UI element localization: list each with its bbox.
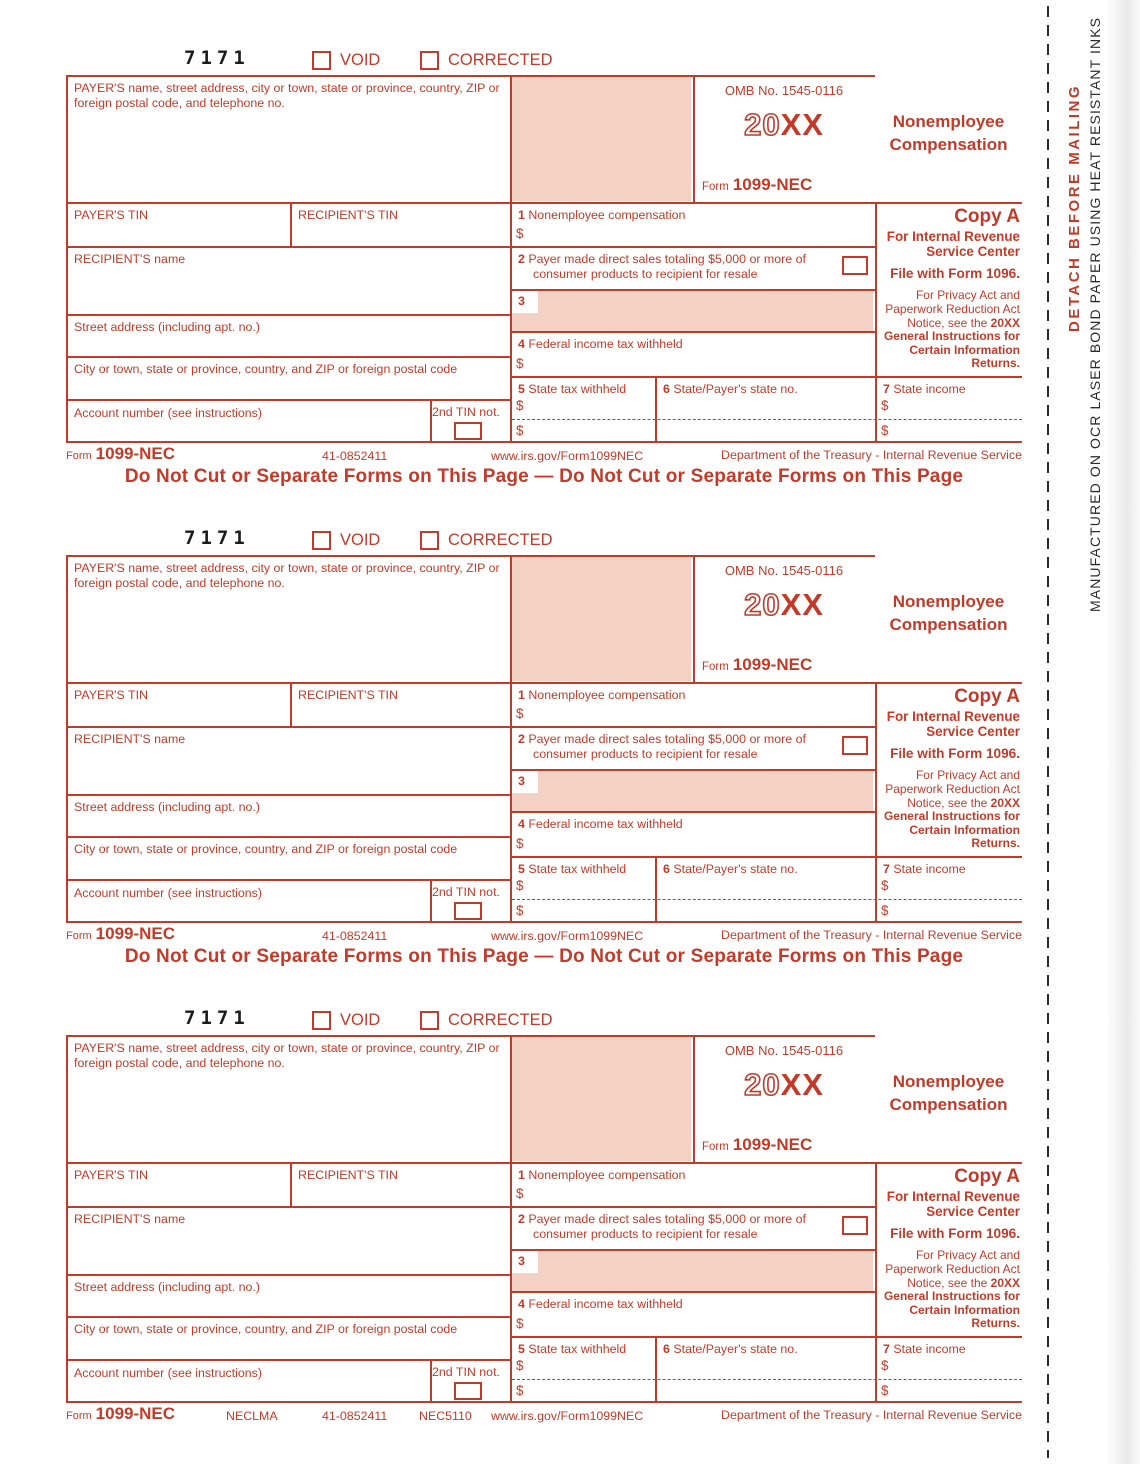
void-checkbox[interactable] <box>312 1011 331 1030</box>
tax-year-outline: 20 <box>744 1067 781 1102</box>
tax-year <box>693 107 875 143</box>
box5-dollar-2: $ <box>516 903 524 918</box>
grid-line <box>66 879 512 881</box>
box4-dollar: $ <box>516 836 524 851</box>
box2-checkbox[interactable] <box>842 256 868 275</box>
footer-cat-no: 41-0852411 <box>322 1409 388 1423</box>
box7-dollar-1: $ <box>881 878 889 893</box>
form-1099nec-copy-a <box>66 1007 1022 1425</box>
second-tin-label: 2nd TIN not. <box>432 405 500 419</box>
form-head-row <box>66 47 1022 75</box>
corrected-label: CORRECTED <box>448 51 553 69</box>
box5-label: 5 State tax withheld <box>518 862 627 876</box>
tax-year-outline: 20 <box>744 107 781 142</box>
grid-line <box>66 682 1022 684</box>
grid-line <box>66 1035 68 1403</box>
grid-line <box>510 75 512 443</box>
footer-form-number <box>66 444 175 464</box>
form-number: 1099-NEC <box>732 655 813 674</box>
do-not-cut-line: Do Not Cut or Separate Forms on This Page — Do Not Cut or Separate Forms on This Page <box>124 946 964 967</box>
file-with-label: File with Form 1096. <box>890 746 1020 762</box>
form-grid <box>66 75 1022 443</box>
manufactured-note-text: MANUFACTURED ON OCR LASER BOND PAPER USING HEAT RESISTANT INKS <box>1087 16 1103 612</box>
grid-line <box>510 1035 512 1403</box>
tax-year <box>693 1067 875 1103</box>
box2-checkbox[interactable] <box>842 736 868 755</box>
recipient-tin-label: RECIPIENT'S TIN <box>298 1168 398 1182</box>
box7-label: 7 State income <box>883 1342 966 1356</box>
perforation-dashed-line <box>1047 6 1049 1458</box>
box5-label: 5 State tax withheld <box>518 1342 627 1356</box>
box5-dollar-1: $ <box>516 878 524 893</box>
corrected-label: CORRECTED <box>448 531 553 549</box>
void-label: VOID <box>340 51 381 69</box>
omb-number: OMB No. 1545-0116 <box>724 83 844 98</box>
shaded-area-top <box>512 557 691 681</box>
footer-irs-url: www.irs.gov/Form1099NEC <box>491 1409 644 1423</box>
form-footer <box>66 923 1022 945</box>
box7-label: 7 State income <box>883 862 966 876</box>
grid-line <box>510 1336 1022 1338</box>
box2-label: 2 Payer made direct sales totaling $5,000 or more of consumer products to recipient for resale <box>518 252 806 282</box>
footer-form-number <box>66 924 175 944</box>
footer-form-word: Form <box>66 1410 92 1422</box>
box1-label: 1 Nonemployee compensation <box>518 208 686 222</box>
footer-cat-no: 41-0852411 <box>322 449 388 463</box>
city-label: City or town, state or province, country, and ZIP or foreign postal code <box>74 842 458 856</box>
box3-label: 3 <box>518 294 525 308</box>
street-address-label: Street address (including apt. no.) <box>74 320 260 334</box>
shaded-area-box3 <box>512 771 873 811</box>
corrected-checkbox[interactable] <box>420 531 439 550</box>
copy-a-label: Copy A <box>954 206 1020 227</box>
dashed-entry-line <box>512 899 1022 900</box>
box7-dollar-1: $ <box>881 398 889 413</box>
box3-white-notch <box>512 1251 538 1273</box>
box2-label: 2 Payer made direct sales totaling $5,000 or more of consumer products to recipient for resale <box>518 1212 806 1242</box>
footer-neclma: NECLMA <box>226 1409 278 1423</box>
form-word: Form <box>702 181 729 193</box>
footer-irs-url: www.irs.gov/Form1099NEC <box>491 449 644 463</box>
form-number-line <box>702 655 812 675</box>
box7-dollar-2: $ <box>881 1383 889 1398</box>
grid-line <box>66 75 68 443</box>
grid-line <box>510 555 512 923</box>
grid-line <box>66 1359 512 1361</box>
grid-line <box>510 1291 877 1293</box>
grid-line <box>510 769 877 771</box>
omb-number: OMB No. 1545-0116 <box>724 563 844 578</box>
form-title: Nonemployee Compensation <box>889 1072 1008 1114</box>
city-label: City or town, state or province, country, and ZIP or foreign postal code <box>74 362 458 376</box>
footer-form-word: Form <box>66 930 92 942</box>
detach-before-mailing-text: DETACH BEFORE MAILING <box>1066 83 1083 332</box>
box3-label: 3 <box>518 774 525 788</box>
dashed-entry-line <box>512 1379 1022 1380</box>
grid-line <box>66 726 877 728</box>
grid-line <box>66 356 512 358</box>
footer-irs-url: www.irs.gov/Form1099NEC <box>491 929 644 943</box>
box2-label: 2 Payer made direct sales totaling $5,000 or more of consumer products to recipient for resale <box>518 732 806 762</box>
second-tin-label: 2nd TIN not. <box>432 1365 500 1379</box>
grid-line <box>655 856 657 923</box>
box1-label: 1 Nonemployee compensation <box>518 1168 686 1182</box>
account-number-label: Account number (see instructions) <box>74 886 263 900</box>
grid-line <box>66 1316 512 1318</box>
form-number-line <box>702 1135 812 1155</box>
grid-line <box>510 1249 877 1251</box>
grid-line <box>655 376 657 443</box>
grid-line <box>510 331 877 333</box>
form-grid <box>66 1035 1022 1403</box>
box4-label: 4 Federal income tax withheld <box>518 1297 683 1311</box>
privacy-notice: For Privacy Act and Paperwork Reduction Act Notice, see the 20XX General Instructions for Certain Information Returns. <box>883 1248 1020 1331</box>
box1-label: 1 Nonemployee compensation <box>518 688 686 702</box>
footer-treasury-dept: Department of the Treasury - Internal Revenue Service <box>721 928 1022 942</box>
shaded-area-top <box>512 1037 691 1161</box>
street-address-label: Street address (including apt. no.) <box>74 1280 260 1294</box>
form-number: 1099-NEC <box>732 1135 813 1154</box>
footer-form-number <box>66 1404 175 1424</box>
form-print-code: 7171 <box>184 527 250 549</box>
recipient-tin-label: RECIPIENT'S TIN <box>298 688 398 702</box>
void-label: VOID <box>340 531 381 549</box>
payer-info-label: PAYER'S name, street address, city or town, state or province, country, ZIP or foreign postal code, and telephone no. <box>74 561 500 591</box>
footer-treasury-dept: Department of the Treasury - Internal Revenue Service <box>721 1408 1022 1422</box>
shaded-area-box3 <box>512 1251 873 1291</box>
file-with-label: File with Form 1096. <box>890 1226 1020 1242</box>
tax-year-bold: XX <box>780 107 824 142</box>
box6-label: 6 State/Payer's state no. <box>663 862 798 876</box>
omb-number: OMB No. 1545-0116 <box>724 1043 844 1058</box>
second-tin-checkbox[interactable] <box>454 422 482 440</box>
second-tin-checkbox[interactable] <box>454 1382 482 1400</box>
box4-label: 4 Federal income tax withheld <box>518 817 683 831</box>
box7-label: 7 State income <box>883 382 966 396</box>
copy-a-column <box>872 1167 1020 1331</box>
payer-tin-label: PAYER'S TIN <box>74 208 148 222</box>
grid-line <box>290 202 292 248</box>
grid-line <box>66 202 1022 204</box>
grid-line <box>66 246 877 248</box>
form-1099nec-copy-a <box>66 47 1022 490</box>
box5-dollar-1: $ <box>516 1358 524 1373</box>
account-number-label: Account number (see instructions) <box>74 406 263 420</box>
box5-dollar-1: $ <box>516 398 524 413</box>
form-print-code: 7171 <box>184 47 250 69</box>
box7-dollar-2: $ <box>881 903 889 918</box>
box5-dollar-2: $ <box>516 423 524 438</box>
tax-year-outline: 20 <box>744 587 781 622</box>
copy-a-label: Copy A <box>954 1166 1020 1187</box>
payer-tin-label: PAYER'S TIN <box>74 688 148 702</box>
box1-dollar: $ <box>516 226 524 241</box>
copy-a-for-text: For Internal Revenue Service Center <box>886 1188 1020 1219</box>
tax-year-bold: XX <box>780 587 824 622</box>
copy-a-for-text: For Internal Revenue Service Center <box>886 708 1020 739</box>
recipient-tin-label: RECIPIENT'S TIN <box>298 208 398 222</box>
void-checkbox[interactable] <box>312 531 331 550</box>
tax-year-bold: XX <box>780 1067 824 1102</box>
copy-a-label: Copy A <box>954 686 1020 707</box>
copy-a-for-text: For Internal Revenue Service Center <box>886 228 1020 259</box>
grid-line <box>510 376 1022 378</box>
form-head-row <box>66 527 1022 555</box>
footer-form-word: Form <box>66 450 92 462</box>
box5-dollar-2: $ <box>516 1383 524 1398</box>
grid-line <box>66 794 512 796</box>
grid-line <box>510 289 877 291</box>
copy-a-column <box>872 207 1020 371</box>
payer-info-label: PAYER'S name, street address, city or town, state or province, country, ZIP or foreign postal code, and telephone no. <box>74 81 500 111</box>
grid-line <box>290 1162 292 1208</box>
void-label: VOID <box>340 1011 381 1029</box>
footer-form-num: 1099-NEC <box>95 1404 176 1423</box>
box6-label: 6 State/Payer's state no. <box>663 382 798 396</box>
recipient-name-label: RECIPIENT'S name <box>74 1212 186 1226</box>
grid-line <box>66 1274 512 1276</box>
shaded-area-box3 <box>512 291 873 331</box>
form-title: Nonemployee Compensation <box>889 112 1008 154</box>
payer-tin-label: PAYER'S TIN <box>74 1168 148 1182</box>
box3-white-notch <box>512 771 538 793</box>
grid-line <box>66 836 512 838</box>
grid-line <box>66 314 512 316</box>
grid-line <box>66 399 512 401</box>
form-grid <box>66 555 1022 923</box>
copy-a-column <box>872 687 1020 851</box>
corrected-label: CORRECTED <box>448 1011 553 1029</box>
box3-white-notch <box>512 291 538 313</box>
footer-treasury-dept: Department of the Treasury - Internal Revenue Service <box>721 448 1022 462</box>
form-number: 1099-NEC <box>732 175 813 194</box>
corrected-checkbox[interactable] <box>420 1011 439 1030</box>
box4-dollar: $ <box>516 1316 524 1331</box>
box5-label: 5 State tax withheld <box>518 382 627 396</box>
corrected-checkbox[interactable] <box>420 51 439 70</box>
dashed-entry-line <box>512 419 1022 420</box>
recipient-name-label: RECIPIENT'S name <box>74 252 186 266</box>
street-address-label: Street address (including apt. no.) <box>74 800 260 814</box>
privacy-notice: For Privacy Act and Paperwork Reduction Act Notice, see the 20XX General Instructions for Certain Information Returns. <box>883 768 1020 851</box>
grid-line <box>66 555 68 923</box>
tax-year <box>693 587 875 623</box>
grid-line <box>66 75 875 77</box>
form-footer <box>66 1403 1022 1425</box>
footer-form-num: 1099-NEC <box>95 444 176 463</box>
forms-container <box>66 47 1022 1462</box>
form-print-code: 7171 <box>184 1007 250 1029</box>
void-checkbox[interactable] <box>312 51 331 70</box>
footer-nec5110: NEC5110 <box>419 1409 472 1423</box>
grid-line <box>655 1336 657 1403</box>
box7-dollar-1: $ <box>881 1358 889 1373</box>
payer-info-label: PAYER'S name, street address, city or town, state or province, country, ZIP or foreign postal code, and telephone no. <box>74 1041 500 1071</box>
grid-line <box>66 1035 875 1037</box>
box7-dollar-2: $ <box>881 423 889 438</box>
form-word: Form <box>702 661 729 673</box>
grid-line <box>290 682 292 728</box>
footer-form-num: 1099-NEC <box>95 924 176 943</box>
grid-line <box>510 811 877 813</box>
box1-dollar: $ <box>516 706 524 721</box>
shaded-area-top <box>512 77 691 201</box>
city-label: City or town, state or province, country, and ZIP or foreign postal code <box>74 1322 458 1336</box>
box1-dollar: $ <box>516 1186 524 1201</box>
box6-label: 6 State/Payer's state no. <box>663 1342 798 1356</box>
grid-line <box>66 1162 1022 1164</box>
grid-line <box>510 856 1022 858</box>
page-edge-shadow <box>1106 0 1140 1464</box>
box2-checkbox[interactable] <box>842 1216 868 1235</box>
form-number-line <box>702 175 812 195</box>
footer-cat-no: 41-0852411 <box>322 929 388 943</box>
account-number-label: Account number (see instructions) <box>74 1366 263 1380</box>
grid-line <box>66 1206 877 1208</box>
box3-label: 3 <box>518 1254 525 1268</box>
box4-dollar: $ <box>516 356 524 371</box>
second-tin-checkbox[interactable] <box>454 902 482 920</box>
file-with-label: File with Form 1096. <box>890 266 1020 282</box>
grid-line <box>66 555 875 557</box>
form-word: Form <box>702 1141 729 1153</box>
privacy-notice: For Privacy Act and Paperwork Reduction Act Notice, see the 20XX General Instructions for Certain Information Returns. <box>883 288 1020 371</box>
form-head-row <box>66 1007 1022 1035</box>
form-title: Nonemployee Compensation <box>889 592 1008 634</box>
form-1099nec-copy-a <box>66 527 1022 970</box>
form-footer <box>66 443 1022 465</box>
box4-label: 4 Federal income tax withheld <box>518 337 683 351</box>
do-not-cut-line: Do Not Cut or Separate Forms on This Page — Do Not Cut or Separate Forms on This Page <box>124 466 964 487</box>
recipient-name-label: RECIPIENT'S name <box>74 732 186 746</box>
second-tin-label: 2nd TIN not. <box>432 885 500 899</box>
